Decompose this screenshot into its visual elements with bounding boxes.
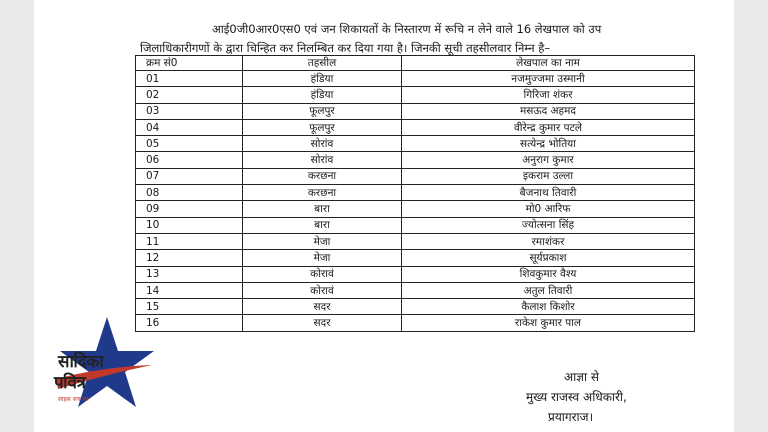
tehsil-cell: बारा: [243, 217, 402, 233]
tehsil-cell: हंडिया: [243, 87, 402, 103]
signature-line-1: आज्ञा से: [564, 370, 599, 384]
tehsil-cell: कोरावं: [243, 282, 402, 298]
table-row: [136, 250, 695, 266]
intro-paragraph: [140, 20, 700, 58]
table-row: [136, 152, 695, 168]
table-header-row: [136, 56, 695, 71]
serial-cell: 11: [136, 233, 243, 249]
serial-cell: 14: [136, 282, 243, 298]
signature-line-3: प्रयागराज।: [548, 410, 594, 424]
lekhpal-name-cell: वीरेन्द्र कुमार पटले: [402, 119, 695, 135]
lekhpal-name-cell: रमाशंकर: [402, 233, 695, 249]
serial-cell: 02: [136, 87, 243, 103]
lekhpal-name-cell: सत्येन्द्र भोतिया: [402, 136, 695, 152]
serial-cell: 16: [136, 315, 243, 331]
logo-word-1: सादिका: [58, 352, 104, 372]
serial-cell: 15: [136, 299, 243, 315]
table-row: [136, 217, 695, 233]
lekhpal-name-cell: ज्योत्सना सिंह: [402, 217, 695, 233]
table-row: [136, 266, 695, 282]
table-row: [136, 233, 695, 249]
table-row: [136, 136, 695, 152]
serial-cell: 08: [136, 185, 243, 201]
sadika-pavitra-logo: [52, 315, 162, 415]
tehsil-cell: सदर: [243, 315, 402, 331]
table-row: [136, 119, 695, 135]
tehsil-cell: करछना: [243, 185, 402, 201]
tehsil-cell: बारा: [243, 201, 402, 217]
table-row: [136, 168, 695, 184]
header-tehsil: तहसील: [243, 56, 402, 71]
table-body: [136, 71, 695, 332]
table-row: [136, 185, 695, 201]
tehsil-cell: फूलपुर: [243, 103, 402, 119]
signature-block: [526, 367, 627, 427]
tehsil-cell: हंडिया: [243, 71, 402, 87]
tehsil-cell: सदर: [243, 299, 402, 315]
header-serial: क्रम सं0: [136, 56, 243, 71]
intro-line-2: जिलाधिकारीगणों के द्वारा चिन्हित कर निलम्बित कर दिया गया है। जिनकी सूची तहसीलवार निम्न है–: [140, 41, 551, 55]
lekhpal-name-cell: मसऊद अहमद: [402, 103, 695, 119]
lekhpal-name-cell: बैजनाथ तिवारी: [402, 185, 695, 201]
serial-cell: 05: [136, 136, 243, 152]
serial-cell: 10: [136, 217, 243, 233]
intro-line-1: आई0जी0आर0एस0 एवं जन शिकायतों के निस्तारण में रूचि न लेने वाले 16 लेखपाल को उप: [212, 22, 602, 36]
lekhpal-name-cell: नजमुज्जमा उस्मानी: [402, 71, 695, 87]
lekhpal-table: [135, 55, 695, 332]
lekhpal-name-cell: राकेश कुमार पाल: [402, 315, 695, 331]
table-row: [136, 299, 695, 315]
serial-cell: 13: [136, 266, 243, 282]
signature-line-2: मुख्य राजस्व अधिकारी,: [526, 390, 627, 404]
lekhpal-name-cell: मो0 आरिफ: [402, 201, 695, 217]
table-row: [136, 201, 695, 217]
tehsil-cell: फूलपुर: [243, 119, 402, 135]
serial-cell: 04: [136, 119, 243, 135]
lekhpal-name-cell: शिवकुमार वैश्य: [402, 266, 695, 282]
lekhpal-name-cell: गिरिजा शंकर: [402, 87, 695, 103]
table-row: [136, 282, 695, 298]
table-row: [136, 315, 695, 331]
tehsil-cell: कोरावं: [243, 266, 402, 282]
serial-cell: 01: [136, 71, 243, 87]
table-row: [136, 87, 695, 103]
lekhpal-name-cell: इकराम उल्ला: [402, 168, 695, 184]
left-frame-border: [0, 0, 34, 432]
tehsil-cell: मेजा: [243, 250, 402, 266]
header-name: लेखपाल का नाम: [402, 56, 695, 71]
tehsil-cell: सोरांव: [243, 136, 402, 152]
lekhpal-name-cell: कैलाश किशोर: [402, 299, 695, 315]
lekhpal-name-cell: अतुल तिवारी: [402, 282, 695, 298]
tehsil-cell: करछना: [243, 168, 402, 184]
table-row: [136, 103, 695, 119]
right-frame-border: [734, 0, 768, 432]
serial-cell: 12: [136, 250, 243, 266]
serial-cell: 06: [136, 152, 243, 168]
serial-cell: 09: [136, 201, 243, 217]
tehsil-cell: सोरांव: [243, 152, 402, 168]
serial-cell: 03: [136, 103, 243, 119]
table-row: [136, 71, 695, 87]
tehsil-cell: मेजा: [243, 233, 402, 249]
logo-word-2: पवित्र: [54, 373, 86, 393]
lekhpal-name-cell: अनुराग कुमार: [402, 152, 695, 168]
logo-tagline: साहस सच का: [58, 396, 89, 403]
lekhpal-name-cell: सूर्यप्रकाश: [402, 250, 695, 266]
serial-cell: 07: [136, 168, 243, 184]
